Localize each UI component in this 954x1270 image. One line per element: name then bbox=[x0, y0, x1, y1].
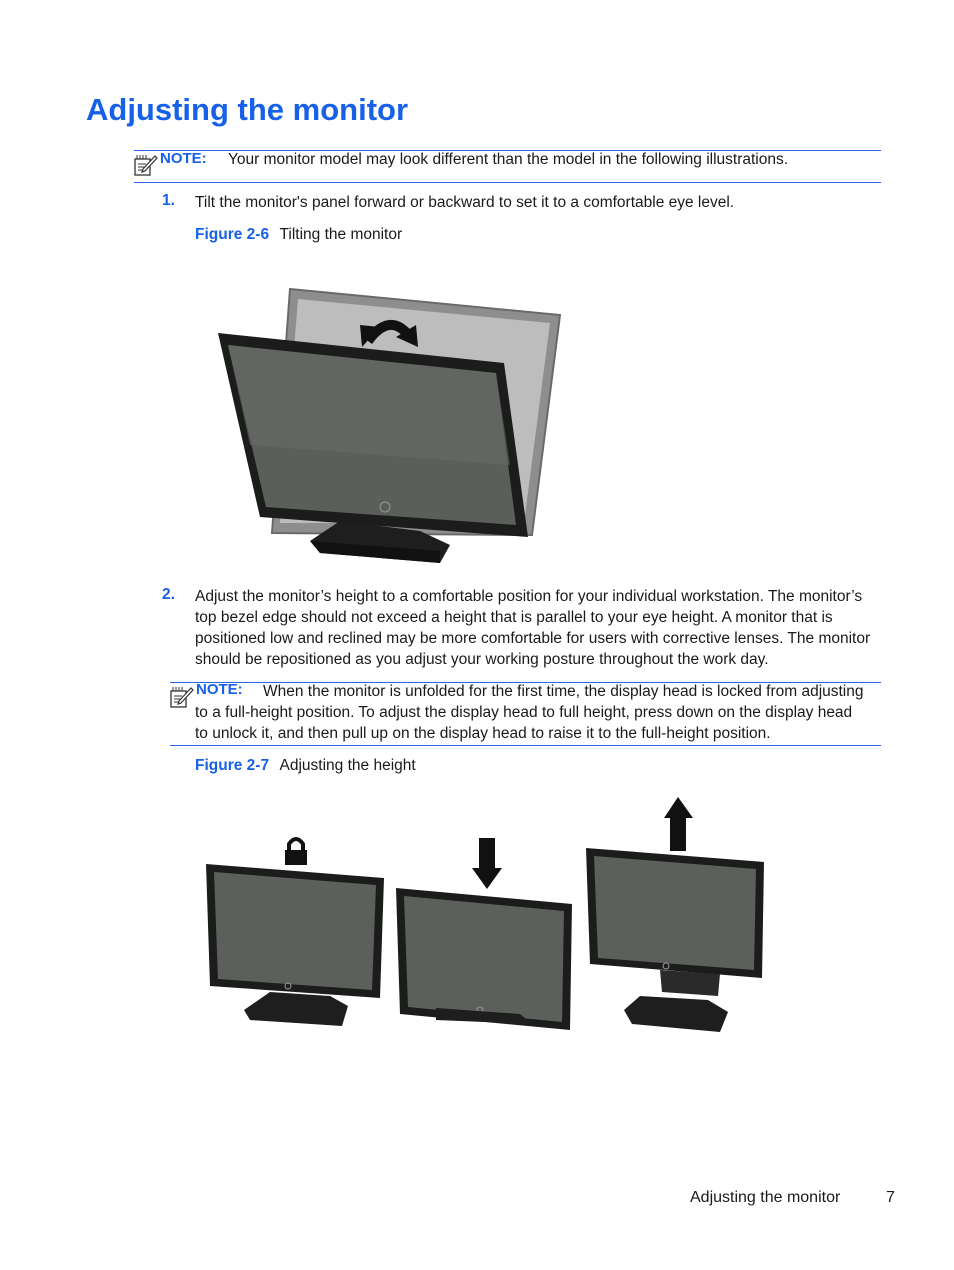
page-title: Adjusting the monitor bbox=[86, 92, 409, 127]
step2-line: should be repositioned as you adjust your working posture throughout the work day. bbox=[195, 651, 769, 668]
step1-number: 1. bbox=[162, 192, 175, 209]
monitor-full-height bbox=[586, 848, 764, 1032]
step1-text: Tilt the monitor's panel forward or backward to set it to a comfortable eye level. bbox=[195, 194, 735, 211]
arrow-up-icon bbox=[664, 797, 693, 851]
note2-line: to a full-height position. To adjust the display head to full height, press down on the display head bbox=[195, 704, 853, 721]
note2-label: NOTE: bbox=[196, 681, 243, 698]
step2-line: top bezel edge should not exceed a height that is parallel to your eye height. A monitor that is bbox=[195, 609, 833, 626]
note2-line: to unlock it, and then pull up on the display head to raise it to the full-height position. bbox=[195, 725, 771, 742]
figure2-caption bbox=[195, 755, 416, 776]
footer-page-number: 7 bbox=[886, 1189, 895, 1206]
monitor-locked bbox=[206, 864, 384, 1026]
note-icon bbox=[134, 153, 158, 177]
figure1-label: Figure 2-6 bbox=[195, 226, 270, 243]
step2-paragraph bbox=[195, 586, 895, 670]
note-icon bbox=[170, 685, 194, 709]
step2-line: Adjust the monitor’s height to a comfortable position for your individual workstation. The monitor’s bbox=[195, 588, 863, 605]
step2-number: 2. bbox=[162, 586, 175, 603]
note1-bottom-rule bbox=[134, 182, 881, 183]
arrow-down-icon bbox=[472, 838, 502, 889]
monitor-pressed-down bbox=[396, 888, 572, 1030]
front-monitor bbox=[218, 333, 528, 563]
figure2-caption-text: Adjusting the height bbox=[279, 757, 416, 774]
figure1-illustration bbox=[210, 285, 570, 565]
figure1-caption-text: Tilting the monitor bbox=[279, 226, 403, 243]
figure2-label: Figure 2-7 bbox=[195, 757, 270, 774]
lock-icon bbox=[285, 839, 307, 865]
note2-bottom-rule bbox=[170, 745, 881, 746]
note1-label: NOTE: bbox=[160, 150, 207, 167]
note1-text: Your monitor model may look different than the model in the following illustrations. bbox=[228, 151, 789, 168]
note2-line: When the monitor is unfolded for the first time, the display head is locked from adjusting bbox=[263, 683, 864, 700]
figure2-illustration bbox=[200, 792, 780, 1042]
figure1-caption bbox=[195, 224, 402, 245]
footer-section-title: Adjusting the monitor bbox=[690, 1189, 841, 1206]
step2-line: positioned low and reclined may be more comfortable for users with corrective lenses. The monitor bbox=[195, 630, 871, 647]
